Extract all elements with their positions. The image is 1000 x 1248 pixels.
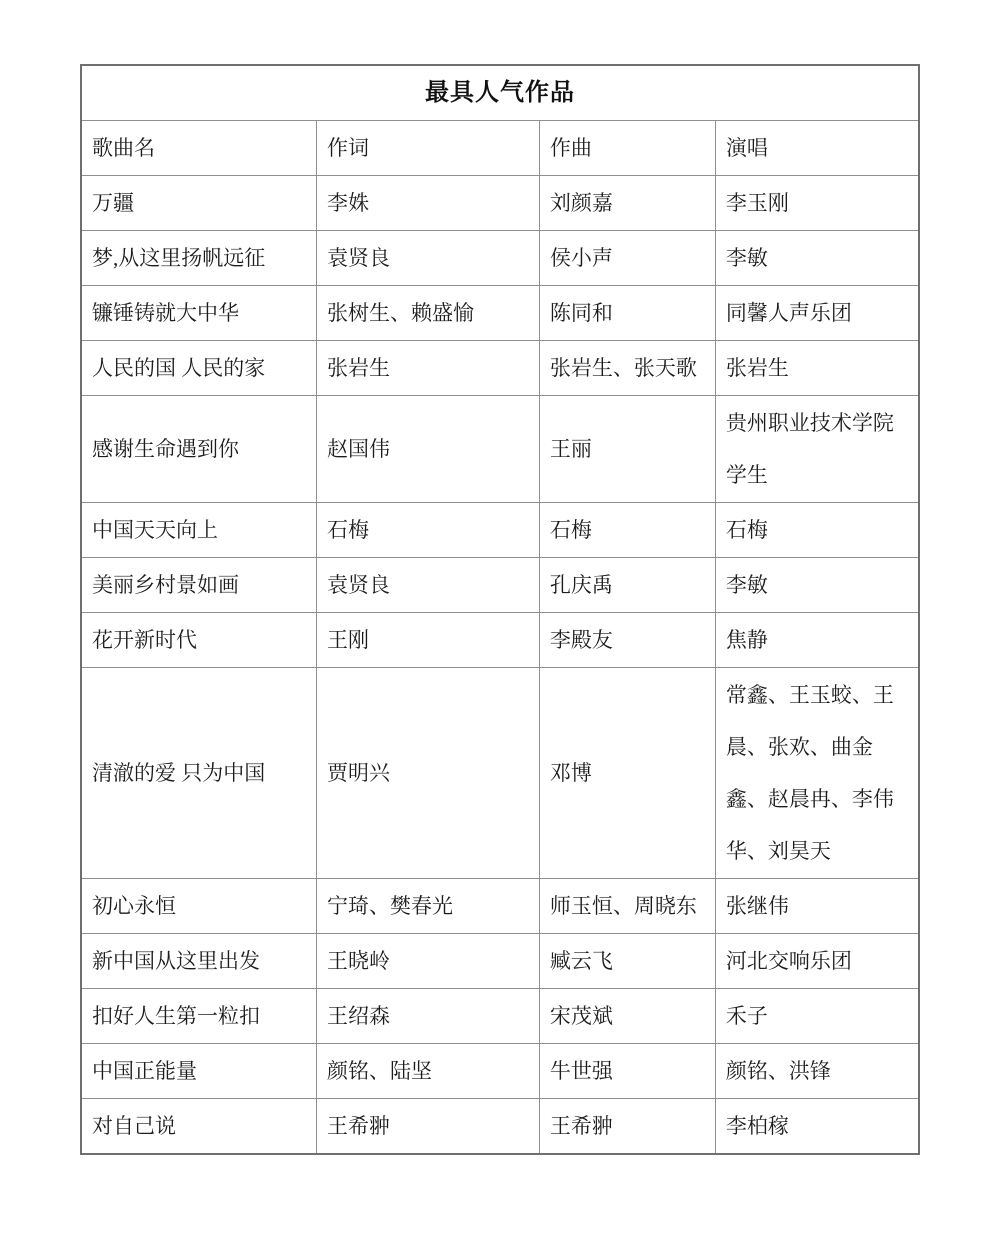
song-name-cell: 感谢生命遇到你: [81, 396, 316, 503]
table-row: [81, 613, 919, 668]
song-name-cell: 梦,从这里扬帆远征: [81, 231, 316, 286]
composer-cell: 王丽: [539, 396, 715, 503]
col-header-performer: 演唱: [715, 121, 919, 176]
composer-cell: 石梅: [539, 503, 715, 558]
header-row: [81, 121, 919, 176]
performer-cell: 河北交响乐团: [715, 934, 919, 989]
table-row: [81, 503, 919, 558]
composer-cell: 师玉恒、周晓东: [539, 879, 715, 934]
performer-cell: 李敏: [715, 558, 919, 613]
song-name-cell: 扣好人生第一粒扣: [81, 989, 316, 1044]
table-body: [81, 176, 919, 1155]
song-name-cell: 清澈的爱 只为中国: [81, 668, 316, 879]
song-name-cell: 初心永恒: [81, 879, 316, 934]
composer-cell: 陈同和: [539, 286, 715, 341]
col-header-song-name: 歌曲名: [81, 121, 316, 176]
song-name-cell: 万疆: [81, 176, 316, 231]
table-row: [81, 286, 919, 341]
table-row: [81, 396, 919, 503]
performer-cell: 李柏稼: [715, 1099, 919, 1155]
lyricist-cell: 王刚: [316, 613, 539, 668]
performer-cell: 张岩生: [715, 341, 919, 396]
composer-cell: 邓博: [539, 668, 715, 879]
table-row: [81, 341, 919, 396]
performer-cell: 李玉刚: [715, 176, 919, 231]
lyricist-cell: 袁贤良: [316, 231, 539, 286]
col-header-composer: 作曲: [539, 121, 715, 176]
composer-cell: 臧云飞: [539, 934, 715, 989]
song-name-cell: 中国天天向上: [81, 503, 316, 558]
song-name-cell: 花开新时代: [81, 613, 316, 668]
lyricist-cell: 王绍森: [316, 989, 539, 1044]
composer-cell: 孔庆禹: [539, 558, 715, 613]
composer-cell: 宋茂斌: [539, 989, 715, 1044]
composer-cell: 王希翀: [539, 1099, 715, 1155]
performer-cell: 石梅: [715, 503, 919, 558]
title-row: [81, 65, 919, 121]
performer-cell: 焦静: [715, 613, 919, 668]
lyricist-cell: 李姝: [316, 176, 539, 231]
col-header-lyricist: 作词: [316, 121, 539, 176]
song-name-cell: 人民的国 人民的家: [81, 341, 316, 396]
lyricist-cell: 石梅: [316, 503, 539, 558]
table-row: [81, 1044, 919, 1099]
performer-cell: 同馨人声乐团: [715, 286, 919, 341]
table-row: [81, 668, 919, 879]
song-name-cell: 美丽乡村景如画: [81, 558, 316, 613]
table-row: [81, 934, 919, 989]
lyricist-cell: 王晓岭: [316, 934, 539, 989]
composer-cell: 张岩生、张天歌: [539, 341, 715, 396]
lyricist-cell: 张岩生: [316, 341, 539, 396]
lyricist-cell: 贾明兴: [316, 668, 539, 879]
lyricist-cell: 颜铭、陆坚: [316, 1044, 539, 1099]
lyricist-cell: 宁琦、樊春光: [316, 879, 539, 934]
table-row: [81, 558, 919, 613]
performer-cell: 李敏: [715, 231, 919, 286]
composer-cell: 刘颜嘉: [539, 176, 715, 231]
performer-cell: 张继伟: [715, 879, 919, 934]
performer-cell: 常鑫、王玉蛟、王晨、张欢、曲金鑫、赵晨冉、李伟华、刘昊天: [715, 668, 919, 879]
composer-cell: 李殿友: [539, 613, 715, 668]
lyricist-cell: 张树生、赖盛愉: [316, 286, 539, 341]
popular-works-table: [80, 64, 920, 1155]
lyricist-cell: 袁贤良: [316, 558, 539, 613]
performer-cell: 贵州职业技术学院学生: [715, 396, 919, 503]
lyricist-cell: 王希翀: [316, 1099, 539, 1155]
table-row: [81, 989, 919, 1044]
table-row: [81, 231, 919, 286]
performer-cell: 颜铭、洪锋: [715, 1044, 919, 1099]
table-title: 最具人气作品: [81, 65, 919, 121]
table-row: [81, 879, 919, 934]
song-name-cell: 对自己说: [81, 1099, 316, 1155]
performer-cell: 禾子: [715, 989, 919, 1044]
lyricist-cell: 赵国伟: [316, 396, 539, 503]
song-name-cell: 镰锤铸就大中华: [81, 286, 316, 341]
table-row: [81, 176, 919, 231]
song-name-cell: 中国正能量: [81, 1044, 316, 1099]
composer-cell: 牛世强: [539, 1044, 715, 1099]
song-name-cell: 新中国从这里出发: [81, 934, 316, 989]
table-row: [81, 1099, 919, 1155]
composer-cell: 侯小声: [539, 231, 715, 286]
